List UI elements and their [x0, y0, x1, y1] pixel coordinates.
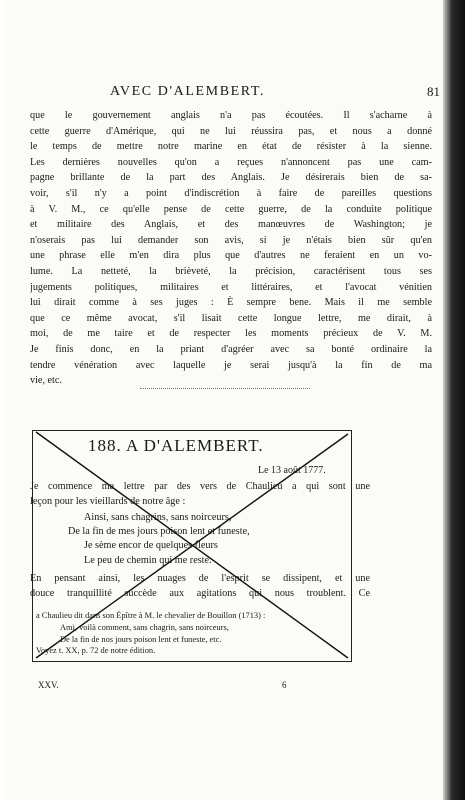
text-line: voir, s'il n'y a point d'indiscrétion à faire de pareilles questions — [30, 187, 432, 199]
verse-line: Je sème encor de quelques fleurs — [84, 540, 218, 552]
text-line: n'oserais pas lui demander son avis, si je n'étais bien sûr qu'en — [30, 234, 432, 246]
page-left-margin — [0, 0, 12, 800]
text-line: pagne brillante de la part des Anglais. Je désirerais bien de sa- — [30, 172, 432, 184]
text-line: que le gouvernement anglais n'a pas écoutées. Il s'acharne à — [30, 110, 432, 121]
section-separator — [140, 388, 310, 389]
text-line: Je commence ma lettre par des vers de Chaulieu a qui sont une — [30, 481, 370, 492]
signature-volume: XXV. — [38, 680, 59, 690]
page-number: 81 — [427, 84, 440, 99]
text-line: moi, de me taire et de respecter les moments précieux de V. M. — [30, 328, 432, 340]
printer-signature — [38, 680, 298, 694]
text-line: lume. La netteté, la brièveté, la précision, caractérisent tous ses — [30, 265, 432, 277]
cross-out-mark — [32, 430, 352, 662]
footnote-line: Voyez t. XX, p. 72 de notre édition. — [36, 646, 156, 656]
footnote-line: a Chaulieu dit dans son Épître à M. le chevalier de Bouillon (1713) : — [36, 611, 266, 620]
text-line: que ce même avocat, s'il lisait cette longue lettre, me dirait, à — [30, 312, 432, 324]
running-title: AVEC D'ALEMBERT. — [110, 84, 266, 99]
text-line: le temps de mettre notre marine en état de résister à la sienne. — [30, 141, 432, 153]
running-head — [40, 84, 440, 102]
text-line: et militaire des Anglais, et des manœuvres de Washington; je — [30, 219, 432, 231]
text-line: cette guerre d'Amérique, qui ne lui réussira pas, et nous a donné — [30, 125, 432, 137]
text-line: lui dirait comme à ses juges : È sempre bene. Mais il me semble — [30, 297, 432, 309]
footnote-line: Ami, voilà comment, sans chagrin, sans noirceurs, — [60, 622, 229, 632]
verse-line: Le peu de chemin qui me reste. — [84, 554, 212, 566]
verse-line: Ainsi, sans chagrins, sans noirceurs, — [84, 512, 232, 523]
text-line: Je finis donc, en la priant d'agréer avec sa bonté ordinaire la — [30, 343, 432, 355]
page-binding-shadow — [443, 0, 465, 800]
footnote-line: De la fin de nos jours poison lent et funeste, etc. — [60, 634, 222, 644]
text-line: une phrase elle m'en dira plus que d'autres ne feraient en un vo- — [30, 250, 432, 262]
signature-number: 6 — [282, 680, 287, 690]
text-line: Les dernières nouvelles qu'on a reçues n'annoncent pas une cam- — [30, 156, 432, 168]
verse-line: De la fin de mes jours poison lent et funeste, — [68, 526, 250, 538]
text-line: En pensant ainsi, les nuages de l'esprit se dissipent, et une — [30, 573, 370, 584]
text-line: douce tranquillité succède aux agitations qui nous troublent. Ce — [30, 587, 370, 599]
main-text — [30, 108, 432, 389]
letter-date: Le 13 août 1777. — [258, 465, 326, 476]
text-line: vie, etc. — [30, 375, 62, 387]
text-line: leçon pour les vieillards de notre âge : — [30, 495, 186, 507]
text-line: jugements politiques, militaires et littéraires, et l'avocat vénitien — [30, 281, 432, 293]
letter-heading: 188. A D'ALEMBERT. — [88, 436, 264, 455]
text-line: tendre vénération avec laquelle je serai jusqu'à la fin de ma — [30, 359, 432, 371]
text-line: à V. M., ce qu'elle pense de cette guerre, de la conduite politique — [30, 203, 432, 215]
